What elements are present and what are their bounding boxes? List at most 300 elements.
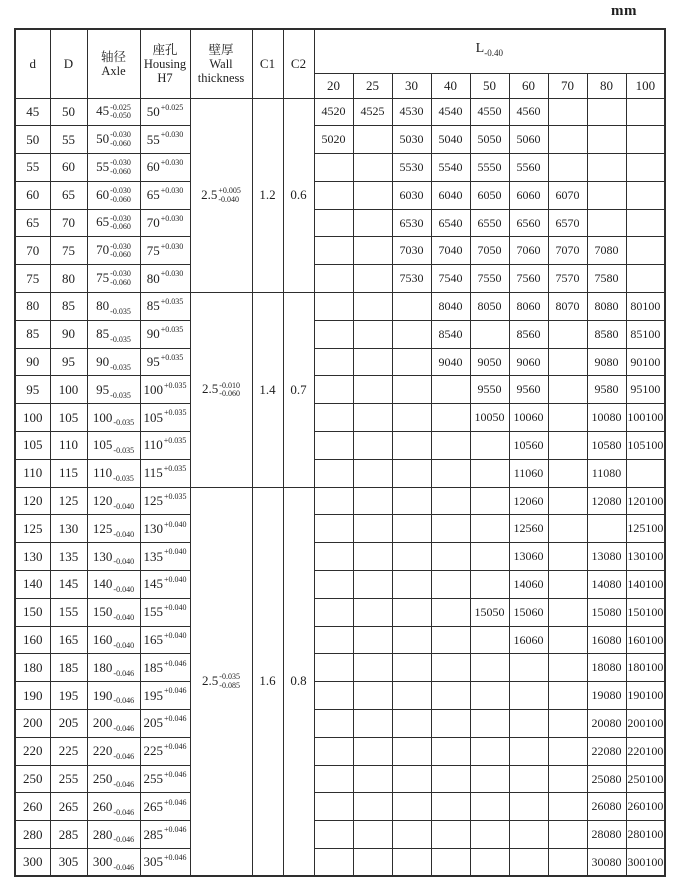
axle-value: 50 <box>96 130 110 146</box>
cell-L-20 <box>314 348 353 376</box>
cell-L-70 <box>548 404 587 432</box>
housing-value: 285 <box>143 826 163 842</box>
cell-L-50: 5050 <box>470 126 509 154</box>
axle-tolerance-stack <box>113 419 134 428</box>
cell-D: 55 <box>50 126 87 154</box>
tolerance-lower: -0.035 <box>110 307 131 317</box>
housing-value: 105 <box>143 409 163 425</box>
cell-L-25 <box>353 849 392 877</box>
tolerance-upper: +0.040 <box>163 519 187 529</box>
cell-axle <box>87 515 140 543</box>
cell-L-50: 9050 <box>470 348 509 376</box>
cell-d: 65 <box>15 209 50 237</box>
cell-d: 160 <box>15 626 50 654</box>
tolerance-lower: -0.060 <box>110 166 131 176</box>
axle-tolerance-stack <box>113 503 134 512</box>
table-row <box>15 265 665 293</box>
cell-L-30 <box>392 737 431 765</box>
table-row <box>15 237 665 265</box>
cell-housing <box>140 793 190 821</box>
cell-L-40: 5040 <box>431 126 470 154</box>
tolerance-lower: -0.040 <box>113 529 135 539</box>
cell-housing <box>140 237 190 265</box>
axle-tolerance-stack <box>113 725 134 734</box>
cell-d: 190 <box>15 682 50 710</box>
cell-L-25 <box>353 487 392 515</box>
cell-L-25 <box>353 821 392 849</box>
axle-tolerance-stack <box>113 614 134 623</box>
housing-value: 115 <box>143 465 163 481</box>
axle-value: 60 <box>96 186 110 202</box>
axle-value: 220 <box>92 743 113 759</box>
cell-L-25 <box>353 293 392 321</box>
cell-L-40: 7040 <box>431 237 470 265</box>
table-row <box>15 849 665 877</box>
cell-axle <box>87 126 140 154</box>
col-header-L-20: 20 <box>314 73 353 98</box>
cell-d: 95 <box>15 376 50 404</box>
cell-L-40 <box>431 710 470 738</box>
cell-L-20 <box>314 849 353 877</box>
cell-L-25 <box>353 571 392 599</box>
cell-wall-thickness <box>190 487 252 876</box>
cell-housing <box>140 849 190 877</box>
col-header-wall-thickness <box>190 29 252 98</box>
col-header-L-80: 80 <box>587 73 626 98</box>
cell-axle <box>87 793 140 821</box>
cell-L-70 <box>548 598 587 626</box>
axle-tolerance-stack <box>110 131 131 148</box>
cell-L-20 <box>314 626 353 654</box>
axle-value: 95 <box>96 381 110 397</box>
housing-value: 60 <box>146 159 160 175</box>
tolerance-lower: -0.046 <box>113 751 135 761</box>
cell-L-25 <box>353 126 392 154</box>
cell-L-50 <box>470 320 509 348</box>
col-header-L-60: 60 <box>509 73 548 98</box>
cell-L-50 <box>470 654 509 682</box>
cell-axle <box>87 404 140 432</box>
axle-tolerance-stack <box>113 531 134 540</box>
col-header-D: D <box>50 29 87 98</box>
cell-housing <box>140 459 190 487</box>
cell-L-20 <box>314 237 353 265</box>
cell-L-20 <box>314 209 353 237</box>
cell-D: 100 <box>50 376 87 404</box>
axle-value: 190 <box>92 687 113 703</box>
cell-axle <box>87 98 140 126</box>
cell-L-25 <box>353 209 392 237</box>
axle-tolerance-stack <box>113 670 134 679</box>
cell-L-50: 7550 <box>470 265 509 293</box>
cell-D: 195 <box>50 682 87 710</box>
cell-L-70 <box>548 543 587 571</box>
cell-L-80: 30080 <box>587 849 626 877</box>
cell-L-60: 15060 <box>509 598 548 626</box>
axle-value: 105 <box>92 437 113 453</box>
housing-tolerance-stack <box>164 687 187 696</box>
cell-axle <box>87 626 140 654</box>
cell-L-100: 260100 <box>626 793 665 821</box>
cell-L-25 <box>353 682 392 710</box>
cell-L-60: 6560 <box>509 209 548 237</box>
cell-L-20 <box>314 571 353 599</box>
axle-value: 85 <box>96 326 110 342</box>
housing-tolerance-stack <box>164 409 187 418</box>
tolerance-upper: +0.030 <box>160 158 184 168</box>
cell-axle <box>87 765 140 793</box>
tolerance-upper: +0.030 <box>160 241 184 251</box>
table-row <box>15 404 665 432</box>
cell-L-80: 14080 <box>587 571 626 599</box>
axle-tolerance-stack <box>113 447 134 456</box>
cell-L-80 <box>587 515 626 543</box>
table-row <box>15 432 665 460</box>
tolerance-upper: -0.030 <box>110 186 131 196</box>
axle-tolerance-stack <box>113 809 134 818</box>
cell-L-80 <box>587 98 626 126</box>
cell-d: 110 <box>15 459 50 487</box>
cell-d: 260 <box>15 793 50 821</box>
cell-L-80: 16080 <box>587 626 626 654</box>
housing-tolerance-stack <box>161 187 184 196</box>
table-row <box>15 320 665 348</box>
cell-L-60 <box>509 682 548 710</box>
housing-value: 135 <box>143 548 163 564</box>
cell-L-70 <box>548 821 587 849</box>
tolerance-lower: -0.046 <box>113 696 135 706</box>
axle-value: 70 <box>96 242 110 258</box>
housing-tolerance-stack <box>164 576 187 585</box>
tolerance-upper: +0.030 <box>160 213 184 223</box>
housing-value: 50 <box>146 103 160 119</box>
cell-L-30 <box>392 821 431 849</box>
tolerance-upper: +0.046 <box>163 852 187 862</box>
housing-value: 90 <box>146 326 160 342</box>
cell-housing <box>140 404 190 432</box>
table-row <box>15 459 665 487</box>
tolerance-upper: +0.035 <box>163 436 187 446</box>
cell-D: 145 <box>50 571 87 599</box>
table-row <box>15 376 665 404</box>
cell-housing <box>140 765 190 793</box>
axle-value: 80 <box>96 298 110 314</box>
col-header-axle <box>87 29 140 98</box>
col-header-L-50: 50 <box>470 73 509 98</box>
cell-L-60 <box>509 793 548 821</box>
cell-L-80: 22080 <box>587 737 626 765</box>
tolerance-upper: +0.046 <box>163 741 187 751</box>
tolerance-upper: +0.035 <box>160 325 184 335</box>
cell-L-80: 7580 <box>587 265 626 293</box>
table-row <box>15 487 665 515</box>
housing-tolerance-stack <box>161 131 184 140</box>
cell-housing <box>140 487 190 515</box>
cell-L-70 <box>548 654 587 682</box>
cell-L-30 <box>392 293 431 321</box>
housing-tolerance-stack <box>161 354 184 363</box>
axle-tolerance-stack <box>113 642 134 651</box>
cell-L-20 <box>314 265 353 293</box>
cell-housing <box>140 598 190 626</box>
axle-value: 280 <box>92 826 113 842</box>
cell-wall-thickness <box>190 98 252 293</box>
axle-tolerance-stack <box>110 187 131 204</box>
cell-L-50 <box>470 626 509 654</box>
table-row <box>15 293 665 321</box>
cell-L-50 <box>470 737 509 765</box>
tolerance-lower: -0.050 <box>110 111 131 121</box>
cell-L-40: 4540 <box>431 98 470 126</box>
cell-L-80: 28080 <box>587 821 626 849</box>
housing-value: 65 <box>146 187 160 203</box>
cell-D: 75 <box>50 237 87 265</box>
cell-L-100 <box>626 209 665 237</box>
cell-L-40 <box>431 404 470 432</box>
cell-d: 150 <box>15 598 50 626</box>
tolerance-lower: -0.035 <box>113 418 135 428</box>
wall-label-cn: 壁厚 <box>208 42 234 57</box>
cell-L-25: 4525 <box>353 98 392 126</box>
tolerance-lower: -0.035 <box>110 390 131 400</box>
cell-d: 45 <box>15 98 50 126</box>
cell-L-70 <box>548 793 587 821</box>
cell-L-30 <box>392 793 431 821</box>
housing-tolerance-stack <box>161 270 184 279</box>
cell-D: 65 <box>50 181 87 209</box>
cell-axle <box>87 293 140 321</box>
cell-L-60: 9560 <box>509 376 548 404</box>
cell-L-40 <box>431 765 470 793</box>
cell-L-30: 7530 <box>392 265 431 293</box>
cell-L-25 <box>353 459 392 487</box>
table-row <box>15 154 665 182</box>
cell-L-80: 8080 <box>587 293 626 321</box>
axle-value: 65 <box>96 214 110 230</box>
cell-L-70 <box>548 432 587 460</box>
cell-L-60: 14060 <box>509 571 548 599</box>
cell-d: 50 <box>15 126 50 154</box>
cell-axle <box>87 654 140 682</box>
cell-L-70 <box>548 710 587 738</box>
tolerance-lower: -0.060 <box>110 222 131 232</box>
cell-L-50: 5550 <box>470 154 509 182</box>
cell-L-40: 5540 <box>431 154 470 182</box>
housing-value: 155 <box>143 604 163 620</box>
wall-label-en1: Wall <box>209 56 233 71</box>
tolerance-lower: -0.046 <box>113 724 135 734</box>
axle-value: 260 <box>92 798 113 814</box>
cell-L-80: 18080 <box>587 654 626 682</box>
cell-L-60: 7560 <box>509 265 548 293</box>
housing-value: 185 <box>143 659 163 675</box>
axle-tolerance-stack <box>113 697 134 706</box>
cell-housing <box>140 571 190 599</box>
cell-wall-thickness <box>190 293 252 488</box>
cell-axle <box>87 682 140 710</box>
tolerance-upper: -0.035 <box>219 672 240 682</box>
cell-L-70 <box>548 459 587 487</box>
cell-L-20 <box>314 821 353 849</box>
cell-d: 250 <box>15 765 50 793</box>
cell-L-20 <box>314 598 353 626</box>
cell-housing <box>140 265 190 293</box>
axle-value: 55 <box>96 158 110 174</box>
cell-L-40 <box>431 543 470 571</box>
cell-L-25 <box>353 181 392 209</box>
cell-c2: 0.8 <box>283 487 314 876</box>
table-row <box>15 710 665 738</box>
housing-value: 205 <box>143 715 163 731</box>
cell-c1: 1.4 <box>252 293 283 488</box>
cell-L-80: 15080 <box>587 598 626 626</box>
cell-L-100: 85100 <box>626 320 665 348</box>
cell-L-30 <box>392 459 431 487</box>
cell-L-60: 6060 <box>509 181 548 209</box>
cell-axle <box>87 571 140 599</box>
cell-axle <box>87 459 140 487</box>
housing-tolerance-stack <box>164 660 187 669</box>
cell-L-30 <box>392 849 431 877</box>
axle-value: 150 <box>92 604 113 620</box>
cell-L-30 <box>392 543 431 571</box>
cell-L-40 <box>431 459 470 487</box>
cell-L-20 <box>314 376 353 404</box>
axle-tolerance-stack <box>110 215 131 232</box>
tolerance-upper: +0.035 <box>163 464 187 474</box>
cell-d: 220 <box>15 737 50 765</box>
tolerance-lower: -0.046 <box>113 862 135 872</box>
cell-housing <box>140 710 190 738</box>
table-row <box>15 209 665 237</box>
cell-housing <box>140 654 190 682</box>
housing-value: 75 <box>146 242 160 258</box>
col-header-d: d <box>15 29 50 98</box>
cell-L-50: 15050 <box>470 598 509 626</box>
cell-L-60 <box>509 849 548 877</box>
cell-L-30 <box>392 348 431 376</box>
table-row <box>15 98 665 126</box>
housing-tolerance-stack <box>164 604 187 613</box>
cell-L-50 <box>470 543 509 571</box>
col-header-L-40: 40 <box>431 73 470 98</box>
housing-value: 125 <box>143 493 163 509</box>
cell-axle <box>87 237 140 265</box>
housing-value: 95 <box>146 354 160 370</box>
col-header-c1: C1 <box>252 29 283 98</box>
cell-L-80: 10580 <box>587 432 626 460</box>
cell-L-50 <box>470 571 509 599</box>
cell-L-80: 25080 <box>587 765 626 793</box>
cell-L-70 <box>548 487 587 515</box>
cell-L-50: 8050 <box>470 293 509 321</box>
cell-housing <box>140 154 190 182</box>
wall-tolerance-stack <box>219 673 240 690</box>
cell-L-25 <box>353 654 392 682</box>
wall-value: 2.5 <box>202 672 219 688</box>
axle-value: 130 <box>92 548 113 564</box>
tolerance-lower: -0.060 <box>110 277 131 287</box>
cell-L-25 <box>353 626 392 654</box>
l-base-label: L <box>475 41 485 57</box>
tolerance-upper: +0.046 <box>163 714 187 724</box>
cell-L-40 <box>431 626 470 654</box>
cell-L-30 <box>392 682 431 710</box>
cell-L-60 <box>509 765 548 793</box>
cell-L-20 <box>314 459 353 487</box>
axle-value: 125 <box>92 520 113 536</box>
housing-tolerance-stack <box>164 493 187 502</box>
cell-L-25 <box>353 376 392 404</box>
cell-d: 60 <box>15 181 50 209</box>
cell-L-100: 120100 <box>626 487 665 515</box>
cell-L-30 <box>392 432 431 460</box>
cell-axle <box>87 320 140 348</box>
cell-L-20 <box>314 404 353 432</box>
cell-axle <box>87 348 140 376</box>
cell-housing <box>140 543 190 571</box>
cell-L-60: 4560 <box>509 98 548 126</box>
cell-L-20: 5020 <box>314 126 353 154</box>
cell-housing <box>140 320 190 348</box>
cell-L-30 <box>392 487 431 515</box>
cell-c1: 1.6 <box>252 487 283 876</box>
cell-L-40: 8040 <box>431 293 470 321</box>
cell-L-50 <box>470 487 509 515</box>
cell-L-50: 6050 <box>470 181 509 209</box>
header-row-main <box>15 29 665 73</box>
cell-L-20 <box>314 765 353 793</box>
housing-tolerance-stack <box>164 382 187 391</box>
tolerance-lower: -0.035 <box>110 362 131 372</box>
cell-D: 130 <box>50 515 87 543</box>
cell-L-100 <box>626 154 665 182</box>
cell-L-80: 13080 <box>587 543 626 571</box>
cell-L-100: 105100 <box>626 432 665 460</box>
tolerance-upper: +0.046 <box>163 658 187 668</box>
housing-tolerance-stack <box>164 854 187 863</box>
col-header-housing <box>140 29 190 98</box>
cell-d: 140 <box>15 571 50 599</box>
tolerance-upper: +0.046 <box>163 769 187 779</box>
housing-tolerance-stack <box>164 771 187 780</box>
cell-L-100: 190100 <box>626 682 665 710</box>
table-row <box>15 793 665 821</box>
housing-value: 225 <box>143 743 163 759</box>
cell-L-100 <box>626 98 665 126</box>
dimension-table <box>14 28 666 877</box>
cell-L-20 <box>314 515 353 543</box>
cell-L-60 <box>509 654 548 682</box>
cell-L-70 <box>548 320 587 348</box>
tolerance-upper: +0.040 <box>163 630 187 640</box>
cell-axle <box>87 598 140 626</box>
tolerance-upper: -0.030 <box>110 213 131 223</box>
col-header-L-25: 25 <box>353 73 392 98</box>
cell-D: 305 <box>50 849 87 877</box>
cell-L-70 <box>548 626 587 654</box>
cell-L-70 <box>548 376 587 404</box>
housing-tolerance-stack <box>161 159 184 168</box>
axle-tolerance-stack <box>113 753 134 762</box>
housing-value: 130 <box>143 520 163 536</box>
cell-L-80: 8580 <box>587 320 626 348</box>
cell-L-25 <box>353 793 392 821</box>
cell-axle <box>87 265 140 293</box>
tolerance-upper: -0.030 <box>110 158 131 168</box>
housing-tolerance-stack <box>164 548 187 557</box>
housing-tolerance-stack <box>164 743 187 752</box>
